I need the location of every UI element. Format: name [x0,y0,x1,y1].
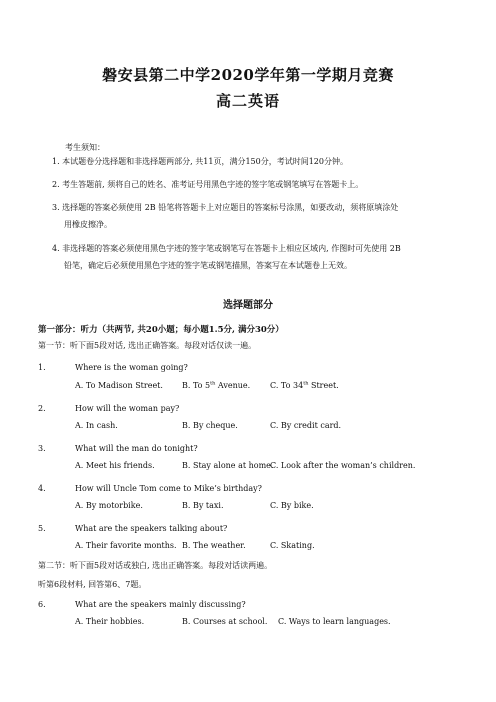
option-b: B. To 5th Avenue. [182,380,251,390]
question-5 [38,524,227,533]
question-text: How will Uncle Tom come to Mike’s birthday? [75,484,262,493]
material-instruction: 听第6段材料, 回答第6、7题。 [38,580,147,589]
note-item-3 [52,199,452,233]
option-c: C. Skating. [270,541,315,550]
subsection-instruction-2: 第二节：听下面5段对话或独白, 选出正确答案。每段对话读两遍。 [38,561,273,570]
option-a: A. Meet his friends. [75,461,155,470]
note-item-text: 4. 非选择题的答案必须使用黑色字迹的签字笔或钢笔写在答题卡上相应区域内, 作图时可先使用 2B [52,244,401,253]
question-1 [38,363,188,372]
question-number: 4. [38,484,46,493]
question-number: 2. [38,404,46,413]
option-c: C. To 34th Street. [270,380,339,390]
question-text: How will the woman pay? [75,404,180,413]
note-item-text: 3. 选择题的答案必须使用 2B 铅笔将答题卡上对应题目的答案标号涂黑，如要改动，须将原填涂处 [52,203,399,212]
option-b: B. Stay alone at home. [182,461,274,470]
option-a: A. By motorbike. [75,501,143,510]
note-item-continuation: 铅笔，确定后必须使用黑色字迹的签字笔或钢笔描黑，答案写在本试题卷上无效。 [64,261,352,270]
option-b: B. By taxi. [182,501,224,510]
question-number: 3. [38,444,46,453]
note-item-2 [52,176,452,193]
question-6 [38,600,246,609]
option-b: B. By cheque. [182,421,238,430]
option-c: C. Look after the woman’s children. [270,461,416,470]
exam-subject: 高二英语 [215,92,280,110]
option-b: B. The weather. [182,541,246,550]
note-item-continuation: 用橡皮擦净。 [64,220,112,229]
question-number: 1. [38,363,46,372]
option-c: C. By credit card. [270,421,342,430]
note-item-1 [52,153,452,170]
question-text: What are the speakers talking about? [75,524,228,533]
question-text: What will the man do tonight? [75,444,198,453]
question-text: Where is the woman going? [75,363,188,372]
option-a: A. In cash. [75,421,118,430]
note-item-text: 1. 本试题卷分选择题和非选择题两部分, 共11页，满分150分，考试时间120分钟。 [52,157,348,166]
note-item-text: 2. 考生答题前, 须将自己的姓名、准考证号用黑色字迹的签字笔或钢笔填写在答题卡上。 [52,180,364,189]
option-c: C. By bike. [270,501,314,510]
question-2 [38,404,179,413]
option-a: A. To Madison Street. [75,381,163,390]
question-text: What are the speakers mainly discussing? [75,600,246,609]
option-a: A. Their hobbies. [75,617,145,626]
note-item-4 [52,240,452,274]
option-c: C. Ways to learn languages. [278,617,391,626]
section-title: 选择题部分 [223,300,273,311]
question-number: 6. [38,600,46,609]
exam-title: 磐安县第二中学2020学年第一学期月竞赛 [102,66,394,84]
part-heading: 第一部分：听力（共两节, 共20小题；每小题1.5分, 满分30分） [38,325,284,335]
question-4 [38,484,262,493]
notes-heading: 考生须知： [65,143,105,152]
question-3 [38,444,198,453]
option-a: A. Their favorite months. [75,541,177,550]
option-b: B. Courses at school. [182,617,268,626]
question-number: 5. [38,524,46,533]
subsection-instruction-1: 第一节：听下面5段对话, 选出正确答案。每段对话仅读一遍。 [38,341,257,350]
